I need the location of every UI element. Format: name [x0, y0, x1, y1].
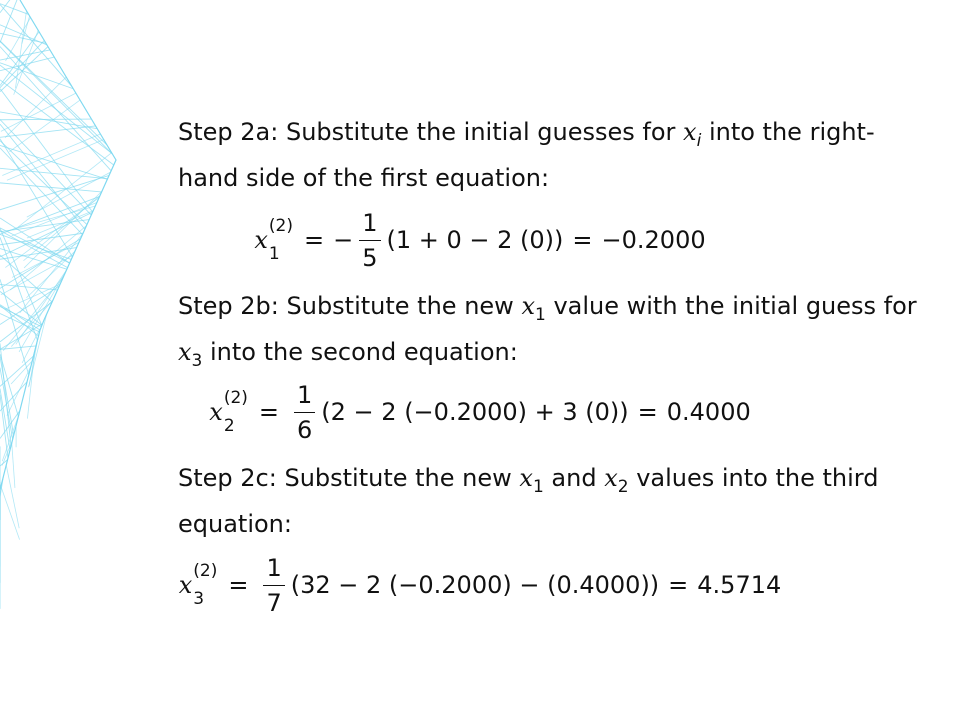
step-2b-var: x	[521, 292, 535, 320]
step-2c-var2-sub: 2	[617, 477, 629, 497]
step-2c-var: x	[519, 464, 533, 492]
eq-2b-lhs-sup: (2)	[223, 388, 248, 408]
mesh-line	[1, 486, 20, 539]
eq-2b-result: 0.4000	[666, 398, 751, 426]
eq-2a-lhs-sup: (2)	[268, 216, 294, 236]
step-2b-var-sub: 1	[534, 305, 546, 325]
step-2b-text-before: Step 2b: Substitute the new	[178, 292, 522, 320]
eq-2c-frac-num: 1	[266, 553, 282, 582]
step-2c-text-before: Step 2c: Substitute the new	[178, 464, 520, 492]
mesh-line	[0, 112, 97, 129]
mesh-line	[0, 145, 107, 179]
eq-2c-result: 4.5714	[697, 571, 782, 599]
eq-2c-equals: =	[228, 571, 249, 599]
step-2b-var2: x	[178, 338, 192, 366]
eq-2a-equals: =	[304, 226, 325, 254]
eq-2c-frac-den: 7	[263, 585, 284, 617]
eq-2b-result-equals: =	[637, 398, 658, 426]
eq-2a-lhs-sub: 1	[268, 244, 280, 264]
mesh-line	[0, 0, 20, 43]
step-2a-text-after: into the right-hand side of the first equation:	[178, 118, 875, 192]
mesh-line	[7, 140, 104, 181]
mesh-line	[11, 300, 53, 346]
mesh-line	[0, 279, 29, 375]
eq-2c-lhs-sup: (2)	[193, 561, 218, 581]
eq-2a-frac-num: 1	[362, 208, 378, 237]
eq-2c-body: (32 − 2 (−0.2000) − (0.4000))	[290, 571, 660, 599]
mesh-line	[0, 4, 72, 86]
step-2a-var: x	[683, 118, 697, 146]
eq-2a-lhs-var: x	[254, 226, 268, 254]
eq-2c-lhs-var: x	[178, 571, 193, 599]
eq-2b-lhs-sub: 2	[223, 416, 235, 436]
step-2a-text	[178, 114, 918, 197]
eq-2a-result: −0.2000	[601, 226, 706, 254]
eq-2b-body: (2 − 2 (−0.2000) + 3 (0))	[321, 398, 629, 426]
eq-2c-fraction	[263, 554, 284, 617]
eq-2c-result-equals: =	[668, 571, 689, 599]
step-2c-var2: x	[604, 464, 618, 492]
step-2c-text-after: values into the third equation:	[178, 464, 879, 538]
step-2c-text	[178, 460, 918, 543]
step-2a-var-sub: i	[696, 131, 702, 151]
mesh-line	[0, 0, 20, 13]
step-2b-text	[178, 288, 918, 380]
eq-2b-lhs-var: x	[209, 398, 223, 426]
mesh-line	[6, 465, 19, 528]
eq-2a-frac-den: 5	[359, 240, 380, 272]
equation-step-2b	[0, 372, 960, 452]
eq-2a-fraction	[359, 209, 380, 272]
mesh-line	[0, 126, 96, 137]
eq-2c-lhs-sub: 3	[193, 589, 205, 609]
step-2c-var-sub: 1	[532, 477, 544, 497]
equation-step-2c	[0, 545, 960, 625]
step-2b-text-middle: value with the initial guess for	[545, 292, 917, 320]
equation-step-2a	[0, 200, 960, 280]
step-2b-var2-sub: 3	[191, 351, 203, 371]
eq-2a-body: (1 + 0 − 2 (0))	[386, 226, 564, 254]
eq-2b-frac-num: 1	[297, 380, 313, 409]
step-2c-text-middle: and	[543, 464, 605, 492]
eq-2b-frac-den: 6	[294, 412, 315, 444]
mesh-line	[16, 270, 67, 344]
step-2a-text-before: Step 2a: Substitute the initial guesses for	[178, 118, 684, 146]
eq-2a-result-equals: =	[572, 226, 593, 254]
mesh-line	[1, 93, 76, 131]
step-2b-text-after: into the second equation:	[202, 338, 518, 366]
mesh-line	[9, 100, 80, 152]
eq-2a-sign: −	[333, 226, 354, 254]
eq-2b-equals: =	[258, 398, 280, 426]
mesh-line	[2, 134, 100, 176]
eq-2b-fraction	[294, 381, 315, 444]
